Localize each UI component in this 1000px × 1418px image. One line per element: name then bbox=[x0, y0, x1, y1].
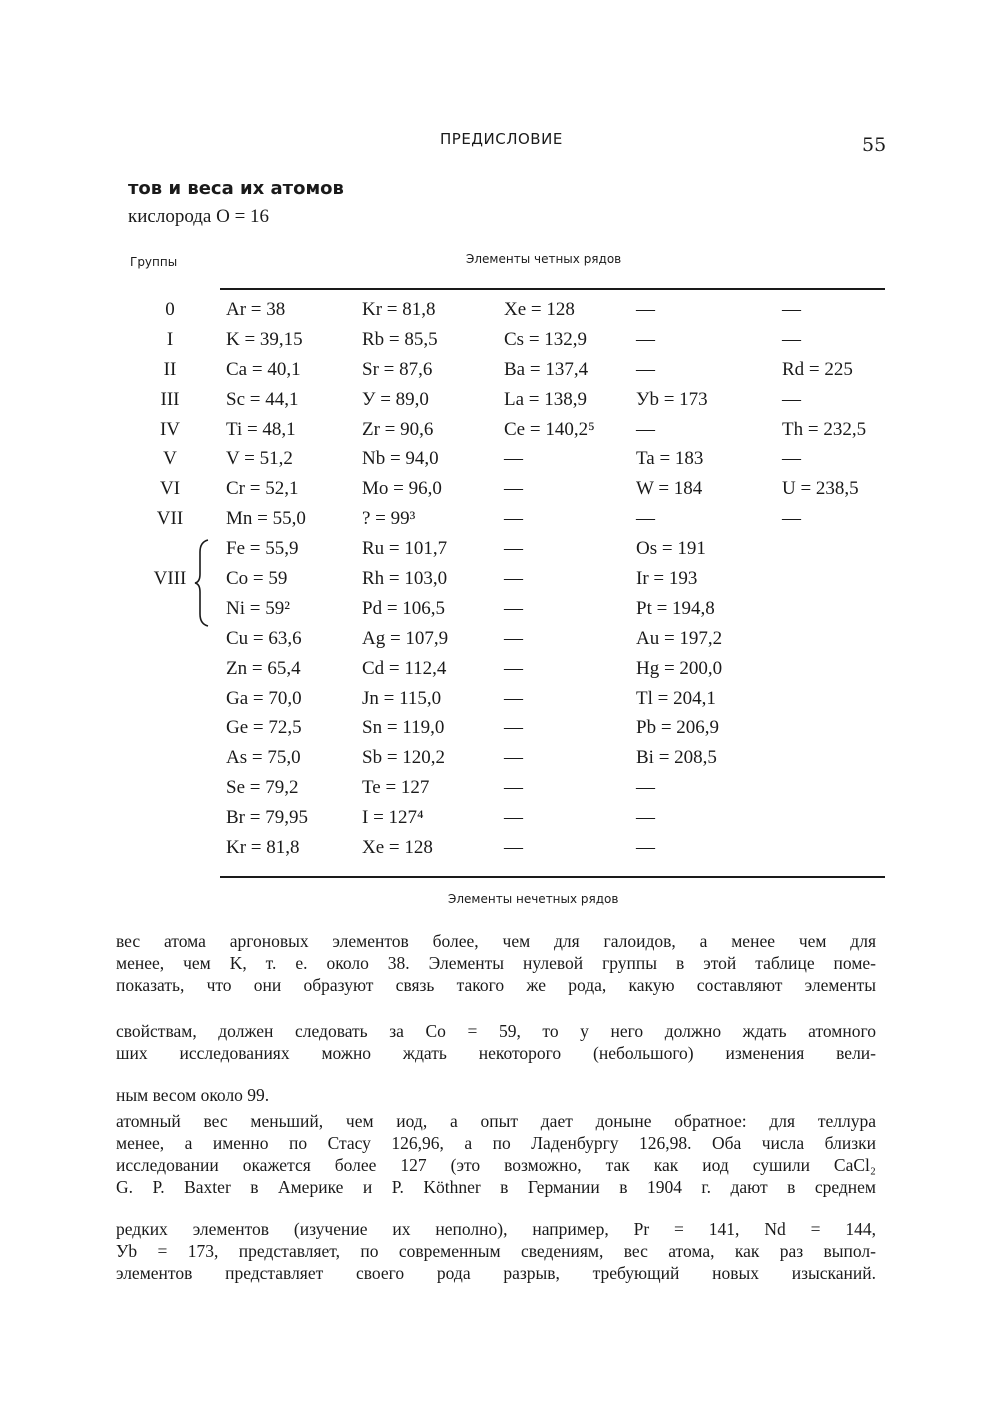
paragraph-5 bbox=[116, 1218, 876, 1284]
element-cell: Au = 197,2 bbox=[636, 627, 723, 649]
element-cell: У = 89,0 bbox=[362, 388, 429, 410]
text-line: менее, чем K, т. е. около 38. Элементы нулевой группы в этой таблице поме- bbox=[116, 953, 876, 973]
running-head: ПРЕДИСЛОВИЕ bbox=[440, 130, 563, 148]
text-line: менее, а именно по Стасу 126,96, а по Ладенбургу 126,98. Оба числа близки bbox=[116, 1133, 876, 1153]
element-cell: Sr = 87,6 bbox=[362, 358, 433, 380]
element-cell: I = 127⁴ bbox=[362, 807, 424, 829]
element-cell: — bbox=[782, 448, 801, 470]
table-row bbox=[0, 297, 1000, 327]
text-line: элементов представляет своего рода разрыв, требующий новых изысканий. bbox=[116, 1263, 876, 1283]
element-cell: Tl = 204,1 bbox=[636, 687, 716, 709]
element-cell: Pt = 194,8 bbox=[636, 597, 715, 619]
element-cell: Zr = 90,6 bbox=[362, 418, 434, 440]
element-cell: — bbox=[504, 777, 523, 799]
table-row bbox=[0, 417, 1000, 447]
even-rows-header: Элементы четных рядов bbox=[466, 252, 622, 266]
element-cell: ? = 99³ bbox=[362, 508, 416, 530]
element-cell: Co = 59 bbox=[226, 568, 288, 590]
text-line: исследовании окажется более 127 (это возможно, так как иод сушили CaCl₂ bbox=[116, 1155, 876, 1175]
element-cell: K = 39,15 bbox=[226, 328, 303, 350]
table-row bbox=[0, 566, 1000, 596]
table-row bbox=[0, 835, 1000, 865]
text-line: атомный вес меньший, чем иод, а опыт дает доныне обратное: для теллура bbox=[116, 1111, 876, 1131]
element-cell: Ge = 72,5 bbox=[226, 717, 302, 739]
table-row bbox=[0, 357, 1000, 387]
element-cell: Mo = 96,0 bbox=[362, 478, 442, 500]
element-cell: — bbox=[636, 837, 655, 859]
table-bottom-rule bbox=[220, 876, 885, 878]
table-row bbox=[0, 775, 1000, 805]
element-cell: — bbox=[504, 807, 523, 829]
element-cell: — bbox=[782, 299, 801, 320]
element-cell: Ar = 38 bbox=[226, 299, 286, 320]
element-cell: Xe = 128 bbox=[362, 837, 433, 859]
element-cell: Rd = 225 bbox=[782, 358, 853, 380]
element-cell: As = 75,0 bbox=[226, 747, 301, 769]
element-cell: Ga = 70,0 bbox=[226, 687, 302, 709]
table-row bbox=[0, 327, 1000, 357]
element-cell: — bbox=[504, 747, 523, 769]
table-row bbox=[0, 626, 1000, 656]
paragraph-4 bbox=[116, 1110, 876, 1198]
element-cell: — bbox=[636, 508, 655, 530]
element-cell: Ca = 40,1 bbox=[226, 358, 301, 380]
page-number: 55 bbox=[862, 134, 887, 156]
element-cell: — bbox=[504, 627, 523, 649]
element-cell: Ir = 193 bbox=[636, 568, 698, 590]
element-cell: Ta = 183 bbox=[636, 448, 704, 470]
table-row bbox=[0, 387, 1000, 417]
odd-rows-header: Элементы нечетных рядов bbox=[448, 892, 619, 906]
element-cell: — bbox=[504, 837, 523, 859]
element-cell: Kr = 81,8 bbox=[226, 837, 300, 859]
element-cell: Mn = 55,0 bbox=[226, 508, 306, 530]
element-table bbox=[0, 297, 1000, 865]
element-cell: Se = 79,2 bbox=[226, 777, 299, 799]
table-title: тов и веса их атомов bbox=[128, 178, 344, 199]
element-cell: Fe = 55,9 bbox=[226, 538, 299, 560]
group-label: I bbox=[166, 328, 174, 350]
element-cell: — bbox=[504, 597, 523, 619]
groups-column-header: Группы bbox=[130, 255, 178, 269]
element-cell: Rh = 103,0 bbox=[362, 568, 448, 590]
element-cell: U = 238,5 bbox=[782, 478, 859, 500]
element-cell: — bbox=[504, 538, 523, 560]
element-cell: Ce = 140,2⁵ bbox=[504, 418, 595, 440]
group-label: II bbox=[163, 358, 177, 380]
element-cell: Ni = 59² bbox=[226, 597, 290, 619]
text-line: ших исследованиях можно ждать некоторого (небольшого) изменения вели- bbox=[116, 1043, 876, 1063]
element-cell: Уb = 173 bbox=[636, 388, 708, 410]
element-cell: — bbox=[636, 328, 655, 350]
table-row bbox=[0, 596, 1000, 626]
text-line: вес атома аргоновых элементов более, чем для галоидов, а менее чем для bbox=[116, 931, 876, 951]
table-row bbox=[0, 656, 1000, 686]
element-cell: — bbox=[636, 777, 655, 799]
paragraph-3 bbox=[116, 1084, 876, 1106]
element-cell: Cr = 52,1 bbox=[226, 478, 299, 500]
table-top-rule bbox=[220, 288, 885, 290]
element-cell: Te = 127 bbox=[362, 777, 430, 799]
group-label: VII bbox=[156, 508, 184, 530]
element-cell: Cd = 112,4 bbox=[362, 657, 447, 679]
table-row bbox=[0, 476, 1000, 506]
element-cell: Nb = 94,0 bbox=[362, 448, 439, 470]
element-cell: — bbox=[636, 299, 655, 320]
group-label: III bbox=[160, 388, 180, 410]
element-cell: Bi = 208,5 bbox=[636, 747, 717, 769]
table-subtitle: кислорода O = 16 bbox=[128, 206, 270, 227]
element-cell: Cs = 132,9 bbox=[504, 328, 588, 350]
table-row bbox=[0, 805, 1000, 835]
element-cell: — bbox=[504, 478, 523, 500]
group-viii-brace bbox=[194, 538, 210, 628]
element-cell: Ti = 48,1 bbox=[226, 418, 296, 440]
table-row bbox=[0, 506, 1000, 536]
paragraph-1 bbox=[116, 930, 876, 996]
table-row bbox=[0, 536, 1000, 566]
element-cell: — bbox=[504, 508, 523, 530]
group-label: IV bbox=[159, 418, 181, 440]
group-label: 0 bbox=[165, 299, 175, 320]
group-label: V bbox=[163, 448, 177, 470]
element-cell: Xe = 128 bbox=[504, 299, 575, 320]
element-cell: — bbox=[504, 448, 523, 470]
element-cell: — bbox=[636, 418, 655, 440]
element-cell: — bbox=[504, 687, 523, 709]
text-line: Уb = 173, представляет, по современным сведениям, вес атома, как раз выпол- bbox=[116, 1241, 876, 1261]
element-cell: V = 51,2 bbox=[226, 448, 293, 470]
element-cell: — bbox=[504, 568, 523, 590]
element-cell: La = 138,9 bbox=[504, 388, 588, 410]
element-cell: — bbox=[782, 388, 801, 410]
text-line: свойствам, должен следовать за Co = 59, то у него должно ждать атомного bbox=[116, 1021, 876, 1041]
element-cell: Cu = 63,6 bbox=[226, 627, 302, 649]
text-line: G. P. Baxter в Америке и P. Köthner в Германии в 1904 г. дают в среднем bbox=[116, 1177, 876, 1197]
element-cell: — bbox=[504, 717, 523, 739]
element-cell: — bbox=[782, 328, 801, 350]
element-cell: Kr = 81,8 bbox=[362, 299, 436, 320]
element-cell: Rb = 85,5 bbox=[362, 328, 438, 350]
element-cell: Ag = 107,9 bbox=[362, 627, 449, 649]
table-row bbox=[0, 715, 1000, 745]
element-cell: — bbox=[782, 508, 801, 530]
table-row bbox=[0, 446, 1000, 476]
element-cell: Sb = 120,2 bbox=[362, 747, 446, 769]
body-text bbox=[116, 930, 876, 1284]
table-row bbox=[0, 686, 1000, 716]
element-cell: Pd = 106,5 bbox=[362, 597, 446, 619]
text-line: показать, что они образуют связь такого же рода, какую составляют элементы bbox=[116, 975, 876, 995]
element-cell: W = 184 bbox=[636, 478, 703, 500]
element-cell: Zn = 65,4 bbox=[226, 657, 301, 679]
element-cell: Sn = 119,0 bbox=[362, 717, 445, 739]
element-cell: Jn = 115,0 bbox=[362, 687, 442, 709]
element-cell: Ru = 101,7 bbox=[362, 538, 448, 560]
element-cell: — bbox=[504, 657, 523, 679]
element-cell: Hg = 200,0 bbox=[636, 657, 723, 679]
group-label: VI bbox=[159, 478, 181, 500]
element-cell: Os = 191 bbox=[636, 538, 706, 560]
group-label: VIII bbox=[153, 568, 187, 590]
element-cell: Sc = 44,1 bbox=[226, 388, 299, 410]
element-cell: Br = 79,95 bbox=[226, 807, 308, 829]
element-cell: Pb = 206,9 bbox=[636, 717, 720, 739]
element-cell: Th = 232,5 bbox=[782, 418, 867, 440]
element-cell: Ba = 137,4 bbox=[504, 358, 589, 380]
table-row bbox=[0, 745, 1000, 775]
element-cell: — bbox=[636, 807, 655, 829]
paragraph-2 bbox=[116, 1020, 876, 1064]
element-cell: — bbox=[636, 358, 655, 380]
text-line: ным весом около 99. bbox=[116, 1085, 270, 1105]
text-line: редких элементов (изучение их неполно), например, Pr = 141, Nd = 144, bbox=[116, 1219, 876, 1239]
